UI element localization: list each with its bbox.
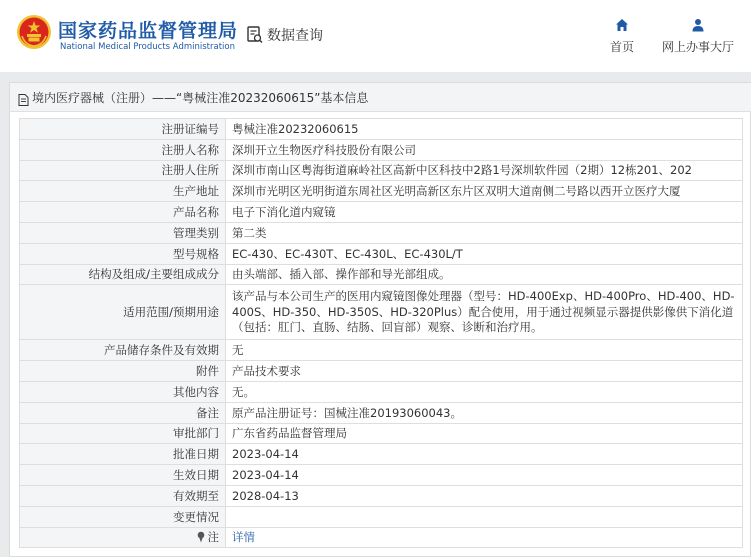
nav-home[interactable]	[604, 18, 640, 55]
table-row	[20, 181, 743, 202]
table-row	[20, 222, 743, 243]
document-icon	[18, 91, 29, 103]
row-label: 生效日期	[20, 465, 226, 486]
detail-card	[9, 82, 751, 557]
row-value: EC-430、EC-430T、EC-430L、EC-430L/T	[226, 243, 743, 264]
row-value: 原产品注册证号：国械注准20193060043。	[226, 402, 743, 423]
row-value	[226, 506, 743, 527]
row-label: 注册人名称	[20, 139, 226, 160]
row-value: 由头端部、插入部、操作部和导光部组成。	[226, 264, 743, 285]
row-value: 产品技术要求	[226, 361, 743, 382]
document-search-icon	[247, 26, 263, 44]
pin-icon	[196, 531, 206, 543]
row-label-note	[20, 527, 226, 548]
nav-online-hall[interactable]	[656, 18, 740, 55]
row-label: 管理类别	[20, 222, 226, 243]
nav-online-hall-label: 网上办事大厅	[661, 40, 734, 54]
row-label: 结构及组成/主要组成成分	[20, 264, 226, 285]
table-row	[20, 160, 743, 181]
table-row	[20, 485, 743, 506]
row-label: 注册人住所	[20, 160, 226, 181]
row-value: 无。	[226, 381, 743, 402]
table-row	[20, 119, 743, 140]
table-row	[20, 285, 743, 340]
table-row	[20, 423, 743, 444]
table-row	[20, 381, 743, 402]
site-subtitle: National Medical Products Administration	[60, 42, 235, 52]
data-query-button[interactable]	[247, 24, 323, 46]
row-value: 深圳市光明区光明街道东周社区光明高新区东片区双明大道南侧二号路以西开立医疗大厦	[226, 181, 743, 202]
row-value: 2028-04-13	[226, 485, 743, 506]
row-value: 2023-04-14	[226, 444, 743, 465]
row-value: 第二类	[226, 222, 743, 243]
details-link[interactable]: 详情	[232, 530, 255, 545]
table-row	[20, 465, 743, 486]
row-value: 无	[226, 340, 743, 361]
table-row	[20, 506, 743, 527]
row-label: 审批部门	[20, 423, 226, 444]
table-row	[20, 264, 743, 285]
row-label: 变更情况	[20, 506, 226, 527]
breadcrumb	[10, 83, 751, 112]
note-label: 注	[207, 530, 219, 545]
row-label: 批准日期	[20, 444, 226, 465]
row-value: 粤械注准20232060615	[226, 119, 743, 140]
row-label: 附件	[20, 361, 226, 382]
user-icon	[691, 18, 705, 32]
row-value: 深圳市南山区粤海街道麻岭社区高新中区科技中2路1号深圳软件园（2期）12栋201、202	[226, 160, 743, 181]
table-row	[20, 340, 743, 361]
table-row	[20, 444, 743, 465]
table-row	[20, 139, 743, 160]
nav-home-label: 首页	[609, 40, 634, 54]
info-table	[19, 118, 743, 548]
row-label: 生产地址	[20, 181, 226, 202]
home-icon	[615, 18, 629, 32]
table-row	[20, 402, 743, 423]
table-row	[20, 361, 743, 382]
row-value-note	[226, 527, 743, 548]
row-label: 有效期至	[20, 485, 226, 506]
site-title[interactable]: 国家药品监督管理局	[58, 20, 239, 42]
row-label: 产品储存条件及有效期	[20, 340, 226, 361]
row-label: 产品名称	[20, 202, 226, 223]
row-value: 深圳开立生物医疗科技股份有限公司	[226, 139, 743, 160]
site-header	[0, 0, 751, 72]
row-value: 广东省药品监督管理局	[226, 423, 743, 444]
row-label: 适用范围/预期用途	[20, 285, 226, 340]
row-label: 备注	[20, 402, 226, 423]
table-row	[20, 202, 743, 223]
breadcrumb-text: 境内医疗器械（注册）——“粤械注准20232060615”基本信息	[32, 90, 369, 105]
row-value: 2023-04-14	[226, 465, 743, 486]
row-value: 电子下消化道内窥镜	[226, 202, 743, 223]
data-query-label: 数据查询	[267, 28, 323, 44]
content-panel	[0, 72, 751, 557]
row-label: 其他内容	[20, 381, 226, 402]
national-emblem-icon[interactable]	[16, 14, 52, 50]
row-label: 型号规格	[20, 243, 226, 264]
table-row	[20, 527, 743, 548]
row-label: 注册证编号	[20, 119, 226, 140]
row-value: 该产品与本公司生产的医用内窥镜图像处理器（型号：HD-400Exp、HD-400Pro、HD-400、HD-400S、HD-350、HD-350S、HD-320Plus）配合使用，用于通过视频显示器提供影像供下消化道（包括：肛门、直肠、结肠、回盲部）观察、诊断和治疗用。	[226, 285, 743, 340]
table-row	[20, 243, 743, 264]
